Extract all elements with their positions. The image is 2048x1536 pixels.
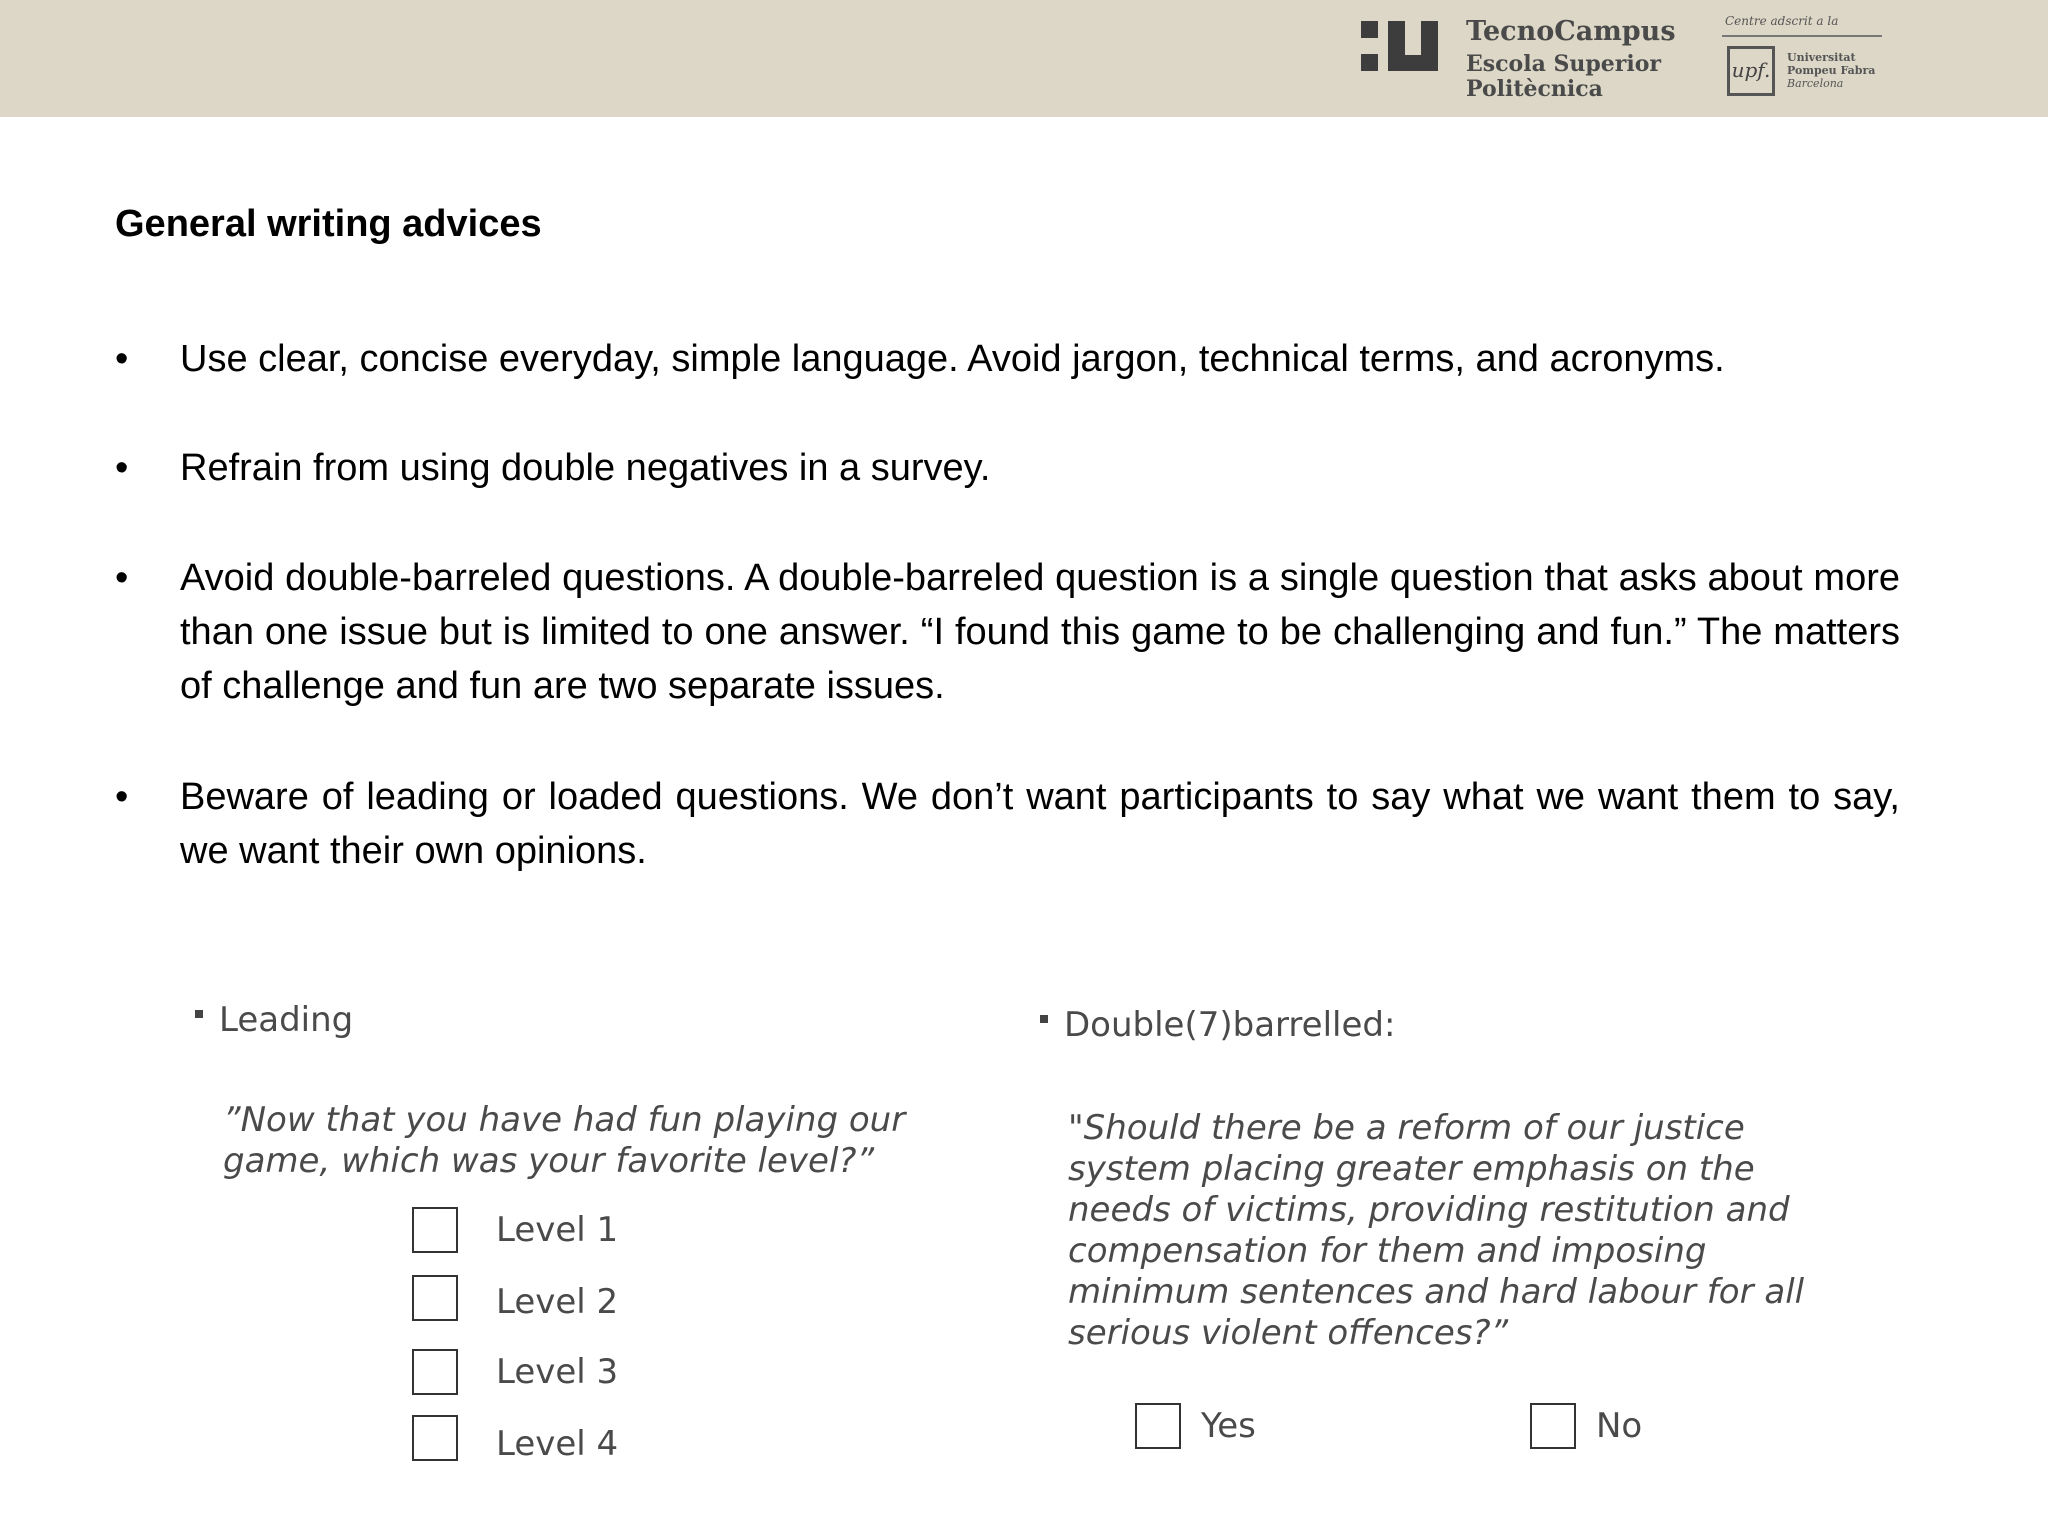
upf-name-line: Universitat	[1787, 51, 1856, 64]
checkbox-icon[interactable]	[1135, 1403, 1181, 1449]
leading-question-example	[195, 1000, 1015, 1480]
question-line: ”Now that you have had fun playing our	[223, 1100, 906, 1140]
square-bullet-icon	[1040, 1015, 1048, 1023]
question-line: system placing greater emphasis on the	[1068, 1149, 1755, 1189]
advice-text: Use clear, concise everyday, simple language. Avoid jargon, technical terms, and acronyms.	[180, 338, 1725, 380]
example-heading	[1040, 1005, 1395, 1045]
advice-text: Refrain from using double negatives in a survey.	[180, 447, 991, 489]
option-label: Level 4	[496, 1424, 619, 1464]
option-label: Level 2	[496, 1282, 619, 1322]
advice-text: Avoid double-barreled questions. A double-barreled question is a single question that asks about more than one issue but is limited to one answer. “I found this game to be challenging and fun.” The matters of challenge and fun are two separate issues.	[180, 557, 1900, 707]
option-label: No	[1596, 1406, 1643, 1446]
example-question	[1068, 1108, 1804, 1354]
question-line: "Should there be a reform of our justice	[1068, 1108, 1745, 1148]
tecnocampus-school-line: Escola Superior	[1466, 51, 1661, 77]
example-heading-label: Leading	[219, 1000, 354, 1040]
question-line: game, which was your favorite level?”	[223, 1141, 875, 1181]
question-line: serious violent offences?”	[1068, 1313, 1509, 1353]
tecnocampus-logo-icon	[1361, 21, 1441, 74]
upf-affiliation-note: Centre adscrit a la	[1725, 14, 1839, 28]
question-line: needs of victims, providing restitution and	[1068, 1190, 1790, 1230]
upf-city: Barcelona	[1787, 77, 1844, 90]
bullet-icon: •	[115, 557, 129, 599]
example-heading-label: Double(7)barrelled:	[1064, 1005, 1396, 1045]
square-bullet-icon	[195, 1010, 203, 1018]
upf-name	[1787, 51, 1875, 90]
checkbox-icon[interactable]	[412, 1349, 458, 1395]
bullet-icon: •	[115, 447, 129, 489]
slide-title: General writing advices	[115, 203, 542, 245]
option-label: Yes	[1201, 1406, 1256, 1446]
checkbox-icon[interactable]	[412, 1207, 458, 1253]
upf-logo-icon: upf.	[1727, 46, 1775, 96]
bullet-icon: •	[115, 776, 129, 818]
example-question	[223, 1100, 905, 1182]
option-label: Level 3	[496, 1352, 619, 1392]
question-line: compensation for them and imposing	[1068, 1231, 1707, 1271]
tecnocampus-name: TecnoCampus	[1466, 16, 1676, 47]
checkbox-icon[interactable]	[412, 1415, 458, 1461]
upf-divider	[1722, 35, 1882, 37]
upf-name-line: Pompeu Fabra	[1787, 64, 1876, 77]
checkbox-icon[interactable]	[412, 1275, 458, 1321]
slide-header	[0, 0, 2048, 117]
example-heading	[195, 1000, 353, 1040]
question-line: minimum sentences and hard labour for all	[1068, 1272, 1805, 1312]
checkbox-icon[interactable]	[1530, 1403, 1576, 1449]
bullet-icon: •	[115, 338, 129, 380]
tecnocampus-school-line-2: Politècnica	[1466, 76, 1603, 102]
advice-text: Beware of leading or loaded questions. We don’t want participants to say what we want them to say, we want their own opinions.	[180, 776, 1900, 872]
option-label: Level 1	[496, 1210, 619, 1250]
double-barrelled-example	[1040, 1005, 1840, 1485]
